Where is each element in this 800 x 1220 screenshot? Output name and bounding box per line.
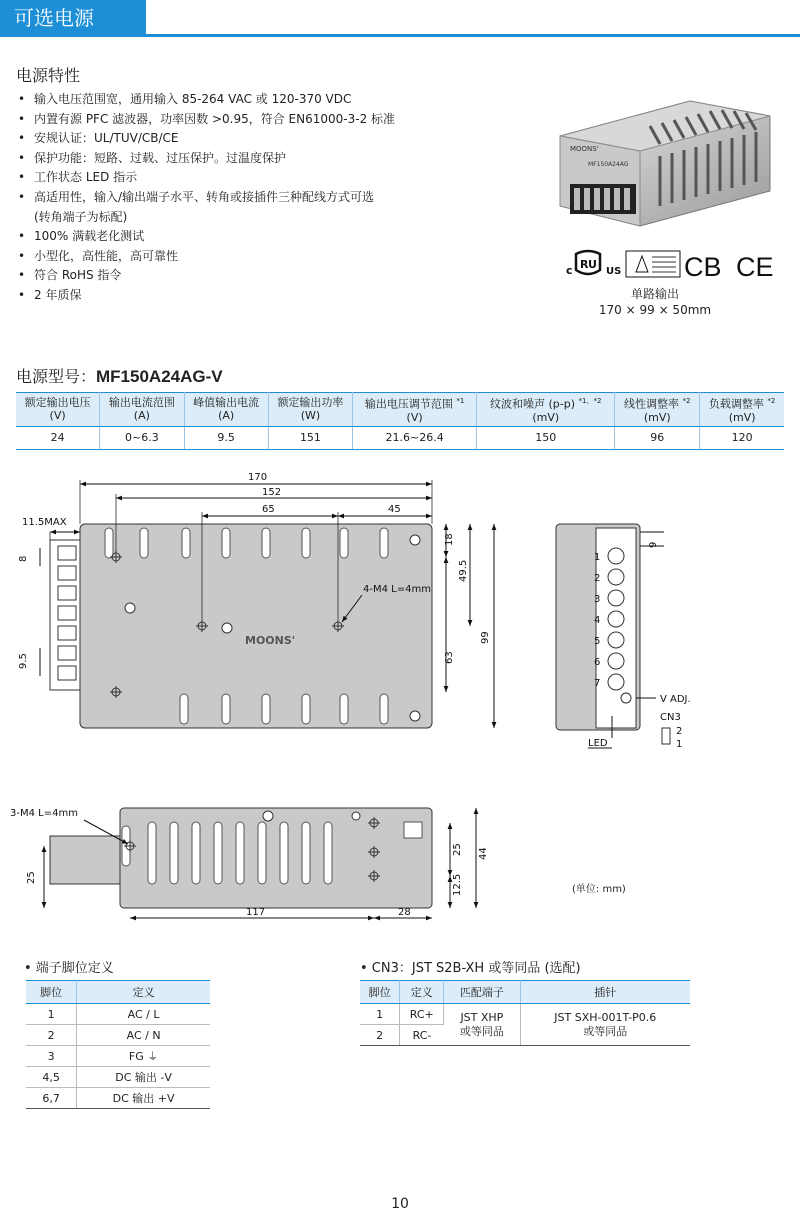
cn3-cell: RC- [400,1025,444,1046]
bullet-icon: • [18,170,26,185]
bullet-icon: • [18,229,26,244]
header-bar [0,0,800,37]
cb-mark: CB [684,252,722,280]
column-name: 额定输出电压 [24,396,91,410]
feature-item [18,90,538,110]
features-list [18,90,538,306]
dim-9-5: 9.5 [18,653,29,669]
pin-cell: FG ⏚ [77,1046,210,1067]
svg-text:U: U [588,258,597,271]
page-number: 10 [391,1196,409,1212]
pin-cell: AC / N [77,1025,210,1046]
bullet-icon: • [18,268,26,283]
bullet-icon: • [18,189,26,204]
product-caption-size: 170 × 99 × 50mm [598,303,712,317]
column-unit: (V) [406,410,423,424]
pin-cell: 1 [26,1004,77,1025]
dim-25-right: 25 [452,843,463,856]
column-unit: (V) [49,409,66,423]
page-title: 可选电源 [0,0,146,37]
photo-label: MF150A24AG [588,161,629,168]
spec-column-header [16,393,100,427]
model-title [16,364,223,387]
terminal-number: 1 [594,552,601,563]
table-row [26,1004,210,1025]
spec-cell: 150 [477,426,615,449]
photo-brand: MOONS' [570,145,599,153]
dim-9: 9 [648,541,659,548]
cn3-terminal-cell: JST XHP 或等同品 [444,1004,520,1046]
hole-note: 4-M4 L=4mm [363,584,431,595]
feature-item [18,247,538,267]
terminal-number: 2 [594,573,601,584]
feature-item [18,168,538,188]
product-photo [540,96,780,246]
pin-cell: 2 [26,1025,77,1046]
column-unit: (A) [218,409,235,423]
top-view [18,472,494,728]
spec-cell: 96 [615,426,700,449]
spec-cell: 21.6~26.4 [353,426,477,449]
vadj-label: V ADJ. [660,694,691,705]
mechanical-drawing [0,460,800,940]
product-caption-type: 单路输出 [630,287,679,301]
spec-column-header [100,393,184,427]
features-title: 电源特性 [16,66,81,85]
ul-logo-icon [576,251,600,274]
dim-63: 63 [444,651,455,664]
bullet-icon: • [18,248,26,263]
feature-text: 2 年质保 [34,287,82,302]
spec-cell: 151 [268,426,352,449]
pin-column-header: 定义 [77,981,210,1004]
spec-column-header [184,393,268,427]
column-name: 输出电流范围 [108,396,175,410]
dim-12-5: 12.5 [452,873,463,896]
spec-cell: 0~6.3 [100,426,184,449]
feature-text: 工作状态 LED 指示 [34,170,138,185]
terminal-number: 5 [594,636,601,647]
dim-99: 99 [480,631,491,644]
pin-cell: 4,5 [26,1067,77,1088]
header-rule [146,34,800,37]
feature-item [18,286,538,306]
pin-cell: AC / L [77,1004,210,1025]
feature-text: 高适用性，输入/输出端子水平、转角或接插件三种配线方式可选 [34,189,375,204]
dim-18: 18 [444,533,455,546]
column-unit: (mV) [643,410,671,424]
cn3-table [360,980,690,1046]
cn3-column-header: 定义 [400,981,444,1004]
dim-45: 45 [388,504,401,515]
terminal-number: 6 [594,657,601,668]
feature-text: 100% 满载老化测试 [34,229,145,244]
spec-cell: 120 [700,426,784,449]
column-unit: (mV) [728,410,756,424]
pin-column-header: 脚位 [26,981,77,1004]
column-note: *1 [456,397,465,405]
table-row [26,1046,210,1067]
led-label: LED [588,738,608,749]
column-note: *2 [767,397,776,405]
cn3-cell: 2 [360,1025,400,1046]
feature-text: 保护功能：短路、过载、过压保护。过温度保护 [34,150,287,165]
feature-item [18,110,538,130]
table-row [26,1088,210,1109]
dim-117: 117 [246,907,266,918]
cn3-table-title: • CN3：JST S2B-XH 或等同品 (选配) [360,961,581,976]
terminal-number: 7 [594,678,601,689]
table-row [360,1004,690,1025]
column-name: 输出电压调节范围 [364,397,453,411]
feature-text: 小型化，高性能，高可靠性 [34,248,179,263]
column-note: *2 [682,397,691,405]
pin-table-title: • 端子脚位定义 [24,961,114,976]
tuv-logo-icon [626,251,680,277]
pin-cell: DC 输出 -V [77,1067,210,1088]
feature-item [18,227,538,247]
cn3-pin: 1 [676,739,683,750]
cn3-label: CN3 [660,712,681,723]
spec-column-header [268,393,352,427]
column-name: 线性调整率 [624,397,680,411]
ce-mark: CE [736,252,774,280]
cn3-column-header: 匹配端子 [444,981,520,1004]
column-name: 峰值输出电流 [193,396,260,410]
cn3-column-header: 插针 [520,981,690,1004]
table-row [26,1025,210,1046]
svg-text:R: R [580,258,589,271]
spec-column-header [353,393,477,427]
certification-marks [566,248,786,280]
column-unit: (mV) [532,410,560,424]
dim-152: 152 [262,487,282,498]
spec-cell: 24 [16,426,100,449]
cn3-cell: 1 [360,1004,400,1025]
feature-item [18,149,538,169]
feature-subtext: (转角端子为标配) [34,209,128,224]
feature-item [18,266,538,286]
spec-column-header [700,393,784,427]
spec-table [16,392,784,450]
dim-11-5max: 11.5MAX [22,517,67,528]
ul-us-mark: US [606,266,622,277]
feature-item [18,129,538,149]
column-name: 负载调整率 [708,397,764,411]
terminal-number: 3 [594,594,601,605]
dim-65: 65 [262,504,275,515]
dim-8: 8 [18,555,29,562]
column-note: *1、*2 [578,397,602,405]
pin-cell: 3 [26,1046,77,1067]
side-hole-note: 3-M4 L=4mm [10,808,78,819]
model-name: MF150A24AG-V [96,367,223,386]
side-view [10,808,489,918]
spec-column-header [615,393,700,427]
feature-text: 符合 RoHS 指令 [34,268,122,283]
feature-item [18,188,538,227]
cn3-column-header: 脚位 [360,981,400,1004]
bullet-icon: • [18,92,26,106]
end-view [556,524,691,750]
bullet-icon: • [18,150,26,165]
bullet-icon: • [18,111,26,126]
table-row [26,1067,210,1088]
spec-column-header [477,393,615,427]
drawing-brand: MOONS' [245,634,296,647]
column-name: 纹波和噪声 (p-p) [490,397,576,411]
pin-cell: 6,7 [26,1088,77,1109]
model-prefix: 电源型号： [16,367,97,386]
pin-table [26,980,210,1109]
cn3-cell: RC+ [400,1004,444,1025]
column-unit: (W) [300,409,321,423]
feature-text: 内置有源 PFC 滤波器，功率因数 >0.95，符合 EN61000-3-2 标准 [34,111,396,126]
column-unit: (A) [133,409,150,423]
unit-note: (单位: mm) [572,884,626,895]
feature-text: 安规认证：UL/TUV/CB/CE [34,131,179,146]
dim-28: 28 [398,907,411,918]
dim-49-5: 49.5 [458,559,469,582]
ul-c-mark: c [566,264,573,277]
terminal-number: 4 [594,615,601,626]
dim-170: 170 [248,472,268,483]
dim-44: 44 [478,847,489,860]
column-name: 额定输出功率 [277,396,344,410]
dim-25-left: 25 [26,871,37,884]
feature-text: 输入电压范围宽，通用输入 85-264 VAC 或 120-370 VDC [34,92,352,106]
pin-cell: DC 输出 +V [77,1088,210,1109]
bullet-icon: • [18,131,26,146]
spec-cell: 9.5 [184,426,268,449]
cn3-pin-cell: JST SXH-001T-P0.6 或等同品 [520,1004,690,1046]
cn3-pin: 2 [676,726,683,737]
bullet-icon: • [18,287,26,302]
